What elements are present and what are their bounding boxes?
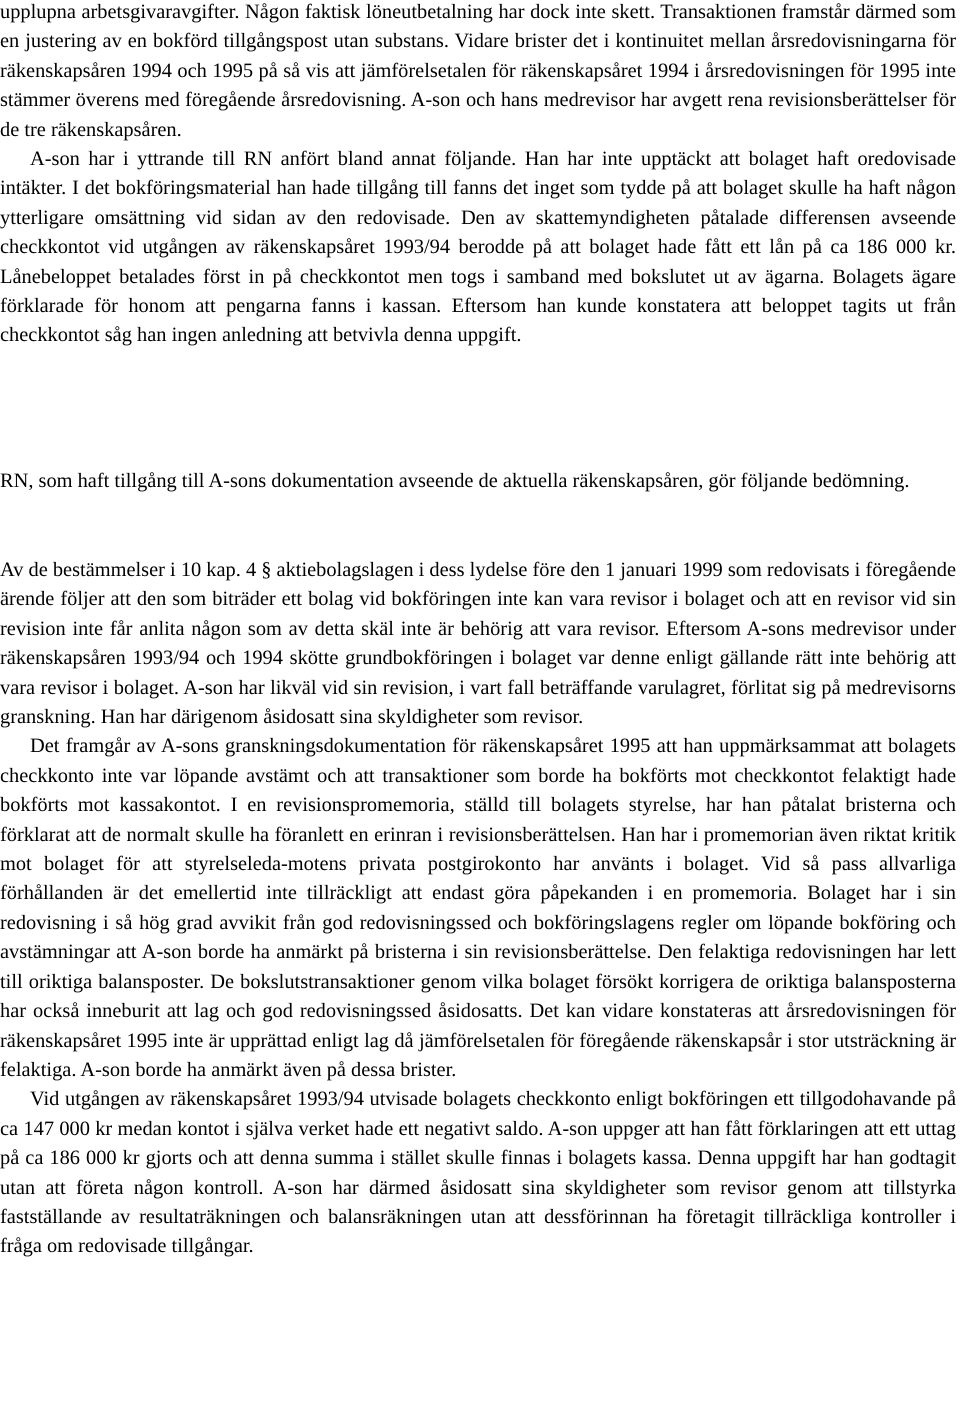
- paragraph-rn-assessment-intro: RN, som haft tillgång till A-sons dokumentation avseende de aktuella räkenskapsåren, gör följande bedömning.: [0, 470, 910, 492]
- document-text-block-2: [0, 467, 956, 496]
- document-text-block-1: [0, 0, 956, 351]
- document-text-block-3: [0, 556, 956, 1262]
- paragraph-documentation-findings: Det framgår av A-sons granskningsdokumentation för räkenskapsåret 1995 att han uppmärksammat att bolagets checkkonto inte var löpande avstämt och att transaktioner som borde ha bokförts mot checkkontot felaktigt hade bokförts mot kassakontot. I en revisionspromemoria, ställd till bolagets styrelse, har han påtalat bristerna och förklarat att de normalt skulle ha föranlett en erinran i revisionsberättelsen. Han har i promemorian även riktat kritik mot bolaget för att styrelseleda-motens privata postgirokonto har använts i bolaget. Vid så pass allvarliga förhållanden är det emellertid inte tillräckligt att endast göra påpekanden i en promemoria. Bolaget har i sin redovisning i så hög grad avvikit från god redovisningssed och bokföringslagens regler om löpande bokföring och avstämningar att A-son borde ha anmärkt på bristerna i sin revisionsberättelse. Den felaktiga redovisningen har lett till oriktiga balansposter. De bokslutstransaktioner genom vilka bolaget försökt korrigera de oriktiga balansposterna har också inneburit att lag och god redovisningssed åsidosatts. Det kan vidare konstateras att årsredovisningen för räkenskapsåret 1995 inte är upprättad enligt lag då jämförelsetalen för föregående räkenskapsår i stor utsträckning är felaktiga. A-son borde ha anmärkt även på dessa brister.: [0, 735, 956, 1081]
- paragraph-a-son-statement: A-son har i yttrande till RN anfört bland annat följande. Han har inte upptäckt att bolaget haft oredovisade intäkter. I det bokföringsmaterial han hade tillgång till fanns det inget som tydde på att bolaget skulle ha haft någon ytterligare omsättning vid sidan av den redovisade. Den av skattemyndigheten påtalade differensen avseende checkkontot vid utgången av räkenskapsåret 1993/94 berodde på att bolaget hade fått ett lån på ca 186 000 kr. Lånebeloppet betalades först in på checkkontot men togs i samband med bokslutet ut av ägarna. Bolagets ägare förklarade för honom att pengarna fanns i kassan. Eftersom han kunde konstatera att beloppet tagits ut från checkkontot såg han ingen anledning att betvivla denna uppgift.: [0, 148, 956, 347]
- paragraph-checkkonto-finding: Vid utgången av räkenskapsåret 1993/94 utvisade bolagets checkkonto enligt bokföringen ett tillgodohavande på ca 147 000 kr medan kontot i själva verket hade ett negativt saldo. A-son uppger att han fått förklaringen att ett uttag på ca 186 000 kr gjorts och att denna summa i stället skulle finnas i bolagets kassa. Denna uppgift har han godtagit utan att företa någon kontroll. A-son har därmed åsidosatt sina skyldigheter som revisor genom att tillstyrka fastställande av resultaträkningen och balansräkningen utan att dessförinnan ha företagit tillräckliga kontroller i fråga om redovisade tillgångar.: [0, 1088, 956, 1258]
- paragraph-continuation: upplupna arbetsgivaravgifter. Någon faktisk löneutbetalning har dock inte skett. Transaktionen framstår därmed som en justering av en bokförd tillgångspost utan substans. Vidare brister det i kontinuitet mellan årsredovisningarna för räkenskapsåren 1994 och 1995 på så vis att jämförelsetalen för räkenskapsåret 1994 i årsredovisningen för 1995 inte stämmer överens med föregående årsredovisning. A-son och hans medrevisor har avgett rena revisionsberättelser för de tre räkenskapsåren.: [0, 1, 956, 141]
- paragraph-legal-provisions: Av de bestämmelser i 10 kap. 4 § aktiebolagslagen i dess lydelse före den 1 januari 1999 som redovisats i föregående ärende följer att den som biträder ett bolag vid bokföringen inte kan vara revisor i bolaget och att en revisor vid sin revision inte får anlita någon som av detta skäl inte är behörig att vara revisor. Eftersom A-sons medrevisor under räkenskapsåren 1993/94 och 1994 skötte grundbokföringen i bolaget var denne enligt gällande rätt inte behörig att vara revisor i bolaget. A-son har likväl vid sin revision, i vart fall beträffande varulagret, förlitat sig på medrevisorns granskning. Han har därigenom åsidosatt sina skyldigheter som revisor.: [0, 559, 957, 729]
